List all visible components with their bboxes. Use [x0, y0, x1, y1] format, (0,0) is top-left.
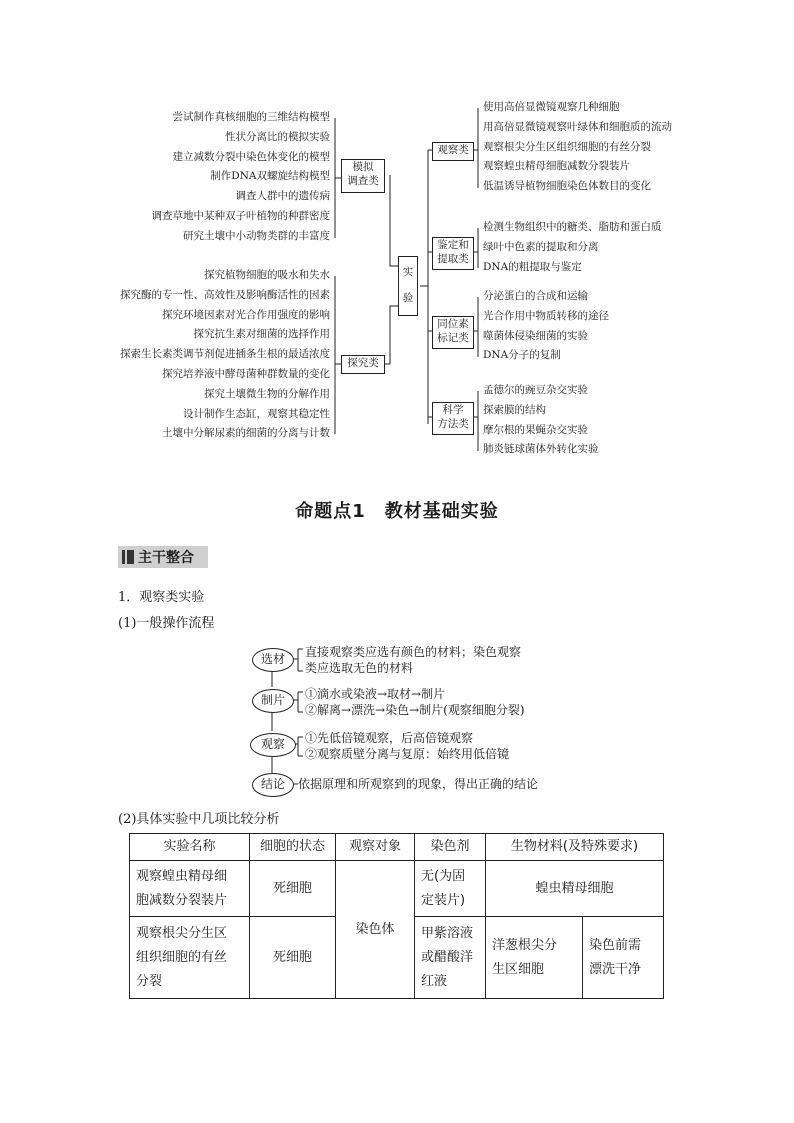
cell-line: 定装片)	[421, 892, 466, 908]
list-item: 调查草地中某种双子叶植物的种群密度	[151, 209, 330, 222]
page-heading: 命题点1 教材基础实验	[295, 501, 499, 522]
flow-step-label: 选材	[260, 652, 285, 666]
cell-line: 漂洗干净	[589, 961, 642, 977]
list-item: 制作DNA双螺旋结构模型	[210, 170, 330, 183]
cell-line: 组织细胞的有丝	[136, 949, 228, 965]
box-label: 调查类	[347, 175, 379, 187]
flow-step-label: 观察	[260, 737, 285, 751]
flow-text-line: ①滴水或染液→取材→制片	[305, 687, 446, 701]
list-item: 尝试制作真核细胞的三维结构模型	[172, 111, 330, 123]
flow-step-select-text	[305, 644, 521, 676]
list-item: 肺炎链球菌体外转化实验	[483, 443, 599, 456]
list-item: 摩尔根的果蝇杂交实验	[483, 423, 588, 436]
box-label: 科学	[442, 404, 464, 416]
list-item: 低温诱导植物细胞染色体数目的变化	[483, 180, 651, 193]
flow-text-line: 直接观察类应选有颜色的材料；染色观察	[305, 645, 522, 659]
cell-line: 生区细胞	[492, 961, 545, 977]
category-box-isotope	[432, 316, 474, 349]
table-header-cell: 实验名称	[130, 834, 250, 861]
flow-step-label: 制片	[260, 693, 285, 707]
list-item: 探索膜的结构	[483, 403, 546, 416]
cell-line: 观察根尖分生区	[136, 925, 228, 941]
list-item: 分泌蛋白的合成和运输	[483, 290, 588, 302]
list-item: DNA分子的复制	[483, 349, 561, 362]
list-item: 探究抗生素对细菌的选择作用	[193, 328, 330, 341]
flow-step-conclusion	[252, 773, 294, 797]
subheading-observe: 1．观察类实验	[118, 590, 205, 605]
table-cell-requirement	[583, 917, 664, 999]
comparison-table	[129, 833, 664, 999]
list-item: 探究培养液中酵母菌种群数量的变化	[162, 367, 330, 380]
table-header-cell: 染色剂	[415, 834, 486, 861]
table-row	[130, 861, 664, 917]
table-cell-state: 死细胞	[250, 917, 336, 999]
list-item: 观察蝗虫精母细胞减数分裂装片	[483, 160, 630, 173]
box-label: 同位素	[437, 318, 469, 330]
mindmap-identify-list	[483, 218, 662, 277]
list-item: 设计制作生态缸，观察其稳定性	[183, 407, 330, 420]
flow-step-make-slide	[252, 689, 294, 713]
table-cell-name	[130, 917, 250, 999]
list-item: 研究土壤中小动物类群的丰富度	[183, 229, 330, 242]
flow-step-label: 结论	[260, 777, 285, 791]
table-cell-object: 染色体	[336, 861, 415, 999]
cell-line: 红液	[421, 973, 448, 989]
center-box-experiment	[398, 256, 418, 316]
box-label: 验	[402, 292, 414, 304]
flow-text-line: ②解离→漂洗→染色→制片(观察细胞分裂)	[305, 703, 525, 717]
list-item: DNA的粗提取与鉴定	[483, 260, 582, 273]
list-item: 土壤中分解尿素的细菌的分离与计数	[162, 427, 330, 440]
list-item: 观察根尖分生区组织细胞的有丝分裂	[483, 140, 651, 153]
table-header-row	[130, 834, 664, 861]
category-box-explore	[341, 355, 385, 374]
cell-line: 洋葱根尖分	[492, 937, 558, 953]
box-label: 提取类	[437, 253, 469, 265]
mindmap-observe-list	[483, 98, 672, 197]
list-item: 探究酶的专一性、高效性及影响酶活性的因素	[120, 288, 330, 301]
table-cell-material	[486, 917, 583, 999]
cell-line: 胞减数分裂装片	[136, 892, 228, 908]
list-item: 探究土壤微生物的分解作用	[204, 387, 330, 400]
table-cell-dye	[415, 917, 486, 999]
category-box-method	[432, 402, 474, 435]
list-item: 建立减数分裂中染色体变化的模型	[172, 150, 330, 163]
list-item: 探究植物细胞的吸水和失水	[204, 269, 330, 281]
category-box-observe	[432, 142, 474, 161]
table-header-cell: 生物材料(及特殊要求)	[486, 834, 664, 861]
table-cell-state: 死细胞	[250, 861, 336, 917]
mindmap-left-top-list	[80, 108, 330, 247]
flow-step-select-material	[252, 648, 294, 672]
subheading-comparison: (2)具体实验中几项比较分析	[118, 812, 280, 827]
flow-text-line: ①先低倍镜观察，后高倍镜观察	[305, 731, 474, 745]
table-header-cell: 观察对象	[336, 834, 415, 861]
cell-line: 观察蝗虫精母细	[136, 868, 228, 884]
list-item: 用高倍显微镜观察叶绿体和细胞质的流动	[483, 120, 672, 133]
section-label	[118, 546, 208, 568]
box-label: 实	[402, 266, 414, 278]
section-label-text: 主干整合	[138, 550, 194, 566]
flow-step-observe	[250, 733, 296, 757]
box-label: 模拟	[352, 161, 374, 173]
flow-text-line: 类应选取无色的材料	[305, 661, 414, 675]
flow-text-line: ②观察质壁分离与复原：始终用低倍镜	[305, 747, 510, 761]
table-cell-name	[130, 861, 250, 917]
category-box-identify	[432, 237, 474, 270]
box-label: 方法类	[437, 418, 469, 430]
box-label: 观察类	[437, 144, 469, 156]
box-label: 探究类	[347, 357, 379, 369]
cell-line: 分裂	[136, 973, 163, 989]
mindmap-isotope-list	[483, 287, 609, 366]
box-label: 标记类	[437, 332, 469, 344]
list-item: 孟德尔的豌豆杂交实验	[483, 384, 588, 396]
list-item: 探索生长素类调节剂促进插条生根的最适浓度	[120, 348, 330, 361]
mindmap-method-list	[483, 381, 599, 460]
list-item: 性状分离比的模拟实验	[225, 130, 330, 143]
list-item: 探究环境因素对光合作用强度的影响	[162, 308, 330, 321]
flow-step-observe-text	[305, 730, 509, 762]
list-item: 调查人群中的遗传病	[235, 190, 330, 203]
mindmap-left-bottom-list	[80, 266, 330, 444]
cell-line: 甲紫溶液	[421, 925, 474, 941]
list-item: 检测生物组织中的糖类、脂肪和蛋白质	[483, 221, 662, 233]
cell-line: 或醋酸洋	[421, 949, 474, 965]
flow-step-conclusion-text: 依据原理和所观察到的现象，得出正确的结论	[298, 777, 539, 791]
cell-line: 染色前需	[589, 937, 642, 953]
cell-line: 无(为固	[421, 868, 466, 884]
section-marker-icon	[122, 550, 134, 564]
list-item: 绿叶中色素的提取和分离	[483, 240, 599, 253]
box-label: 鉴定和	[437, 239, 469, 251]
list-item: 使用高倍显微镜观察几种细胞	[483, 101, 620, 113]
flow-step-make-slide-text	[305, 686, 525, 718]
subheading-procedure: (1)一般操作流程	[118, 616, 215, 631]
table-cell-material: 蝗虫精母细胞	[486, 861, 664, 917]
list-item: 光合作用中物质转移的途径	[483, 309, 609, 322]
category-box-model-survey	[341, 159, 385, 193]
table-cell-dye	[415, 861, 486, 917]
table-header-cell: 细胞的状态	[250, 834, 336, 861]
list-item: 噬菌体侵染细菌的实验	[483, 329, 588, 342]
